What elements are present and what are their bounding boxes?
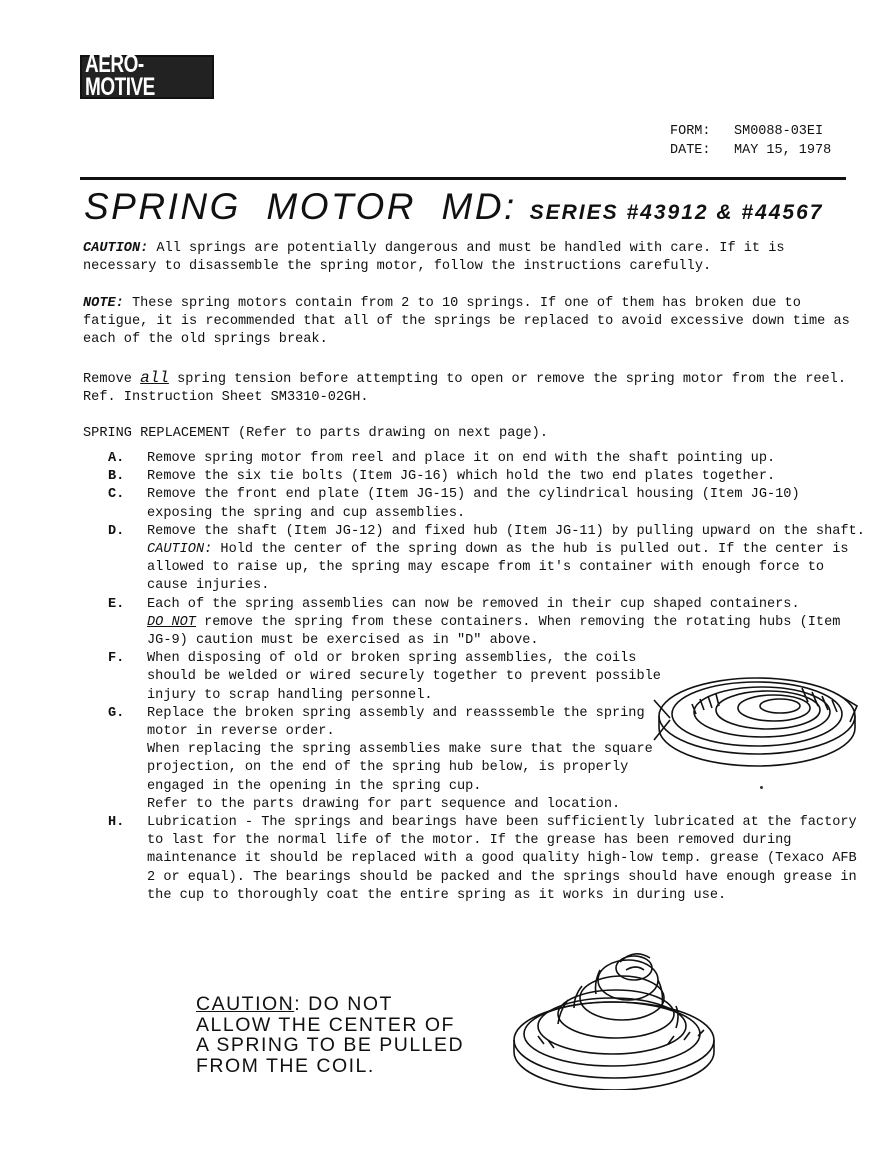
step-text: Remove spring motor from reel and place it on end with the shaft pointing up. xyxy=(147,451,776,466)
title-rule xyxy=(80,177,846,180)
step-text-2: When replacing the spring assemblies make sure that the square projection, on the end of the spring hub below, is properly engaged in the opening in the spring cup. xyxy=(147,742,653,794)
list-item xyxy=(108,596,868,651)
list-item xyxy=(108,523,868,596)
step-letter: D. xyxy=(108,523,125,539)
date-row xyxy=(670,141,831,160)
step-body xyxy=(147,596,868,651)
big-caution-text: : DO NOT ALLOW THE CENTER OF A SPRING TO BE PULLED FROM THE COIL. xyxy=(196,993,465,1077)
list-item xyxy=(108,486,868,522)
step-text: Remove the front end plate (Item JG-15) and the cylindrical housing (Item JG-10) exposing the spring and cup assemblies. xyxy=(147,487,800,521)
remove-prefix: Remove xyxy=(83,372,141,387)
decorative-dot xyxy=(760,786,763,789)
step-emph: DO NOT xyxy=(147,614,196,630)
step-text: Remove the six tie bolts (Item JG-16) which hold the two end plates together. xyxy=(147,469,776,485)
replacement-heading: SPRING REPLACEMENT (Refer to parts drawing on next page). xyxy=(83,426,548,441)
title-main: SPRING MOTOR MD: xyxy=(84,186,517,227)
note-label: NOTE: xyxy=(83,296,124,311)
title-series: SERIES #43912 & #44567 xyxy=(529,201,824,224)
step-letter: B. xyxy=(108,469,125,485)
remove-paragraph xyxy=(83,369,853,407)
form-label: FORM: xyxy=(670,124,711,139)
step-body xyxy=(147,523,868,596)
step-body xyxy=(147,705,687,814)
step-letter: H. xyxy=(108,815,125,831)
list-item xyxy=(108,814,868,905)
step-letter: F. xyxy=(108,651,125,667)
spring-pulled-icon xyxy=(508,940,718,1090)
caution-text: All springs are potentially dangerous and must be handled with care. If it is necessary to disassemble the spring motor, follow the instructions carefully. xyxy=(83,241,785,275)
step-caution-label: CAUTION: xyxy=(147,542,213,558)
big-caution xyxy=(196,994,466,1076)
step-text: Replace the broken spring assembly and reasssemble the spring motor in reverse order. xyxy=(147,705,645,740)
spring-coil-icon xyxy=(652,664,862,774)
step-text-3: Refer to the parts drawing for part sequence and location. xyxy=(147,796,621,812)
step-letter: C. xyxy=(108,487,125,503)
step-letter: E. xyxy=(108,596,125,612)
list-item xyxy=(108,450,868,468)
form-meta xyxy=(670,122,831,160)
note-paragraph xyxy=(83,295,853,350)
date-value: MAY 15, 1978 xyxy=(734,143,832,158)
step-text: Each of the spring assemblies can now be removed in their cup shaped containers. xyxy=(147,596,800,612)
step-letter: A. xyxy=(108,451,125,466)
company-logo xyxy=(80,51,214,102)
page-title xyxy=(84,186,823,228)
remove-emph: all xyxy=(140,369,169,387)
form-value: SM0088-03EI xyxy=(734,124,824,139)
form-row xyxy=(670,122,831,141)
note-text: These spring motors contain from 2 to 10 springs. If one of them has broken due to fatigue, it is recommended that all of the springs be replaced to avoid excessive down time as each of the old springs break. xyxy=(83,296,850,348)
list-item xyxy=(108,468,868,486)
step-text-2: remove the spring from these containers. When removing the rotating hubs (Item JG-9) caution must be exercised as in "D" above. xyxy=(147,614,841,649)
caution-label: CAUTION: xyxy=(83,241,149,256)
date-label: DATE: xyxy=(670,143,711,158)
logo-text: AERO-MOTIVE xyxy=(82,51,212,103)
step-caution-text: Hold the center of the spring down as the hub is pulled out. If the center is allowed to raise up, the spring may escape from it's container with enough force to cause injuries. xyxy=(147,542,849,594)
step-letter: G. xyxy=(108,705,125,721)
remove-text: spring tension before attempting to open or remove the spring motor from the reel. Ref. Instruction Sheet SM3310-02GH. xyxy=(83,372,847,406)
step-text: When disposing of old or broken spring assemblies, the coils should be welded or wired securely together to prevent possible injury to scrap handling personnel. xyxy=(147,651,661,703)
big-caution-label: CAUTION xyxy=(196,993,295,1015)
step-text: Remove the shaft (Item JG-12) and fixed hub (Item JG-11) by pulling upward on the shaft. xyxy=(147,523,865,539)
step-text: Lubrication - The springs and bearings have been sufficiently lubricated at the factory to last for the normal life of the motor. If the grease has been removed during maintenance it should be replaced with a good quality high-low temp. grease (Texaco AFB 2 or equal). The bearings should be packed and the springs should have enough grease in the cup to thoroughly coat the entire spring as it works in during use. xyxy=(147,815,857,903)
caution-paragraph xyxy=(83,240,853,276)
